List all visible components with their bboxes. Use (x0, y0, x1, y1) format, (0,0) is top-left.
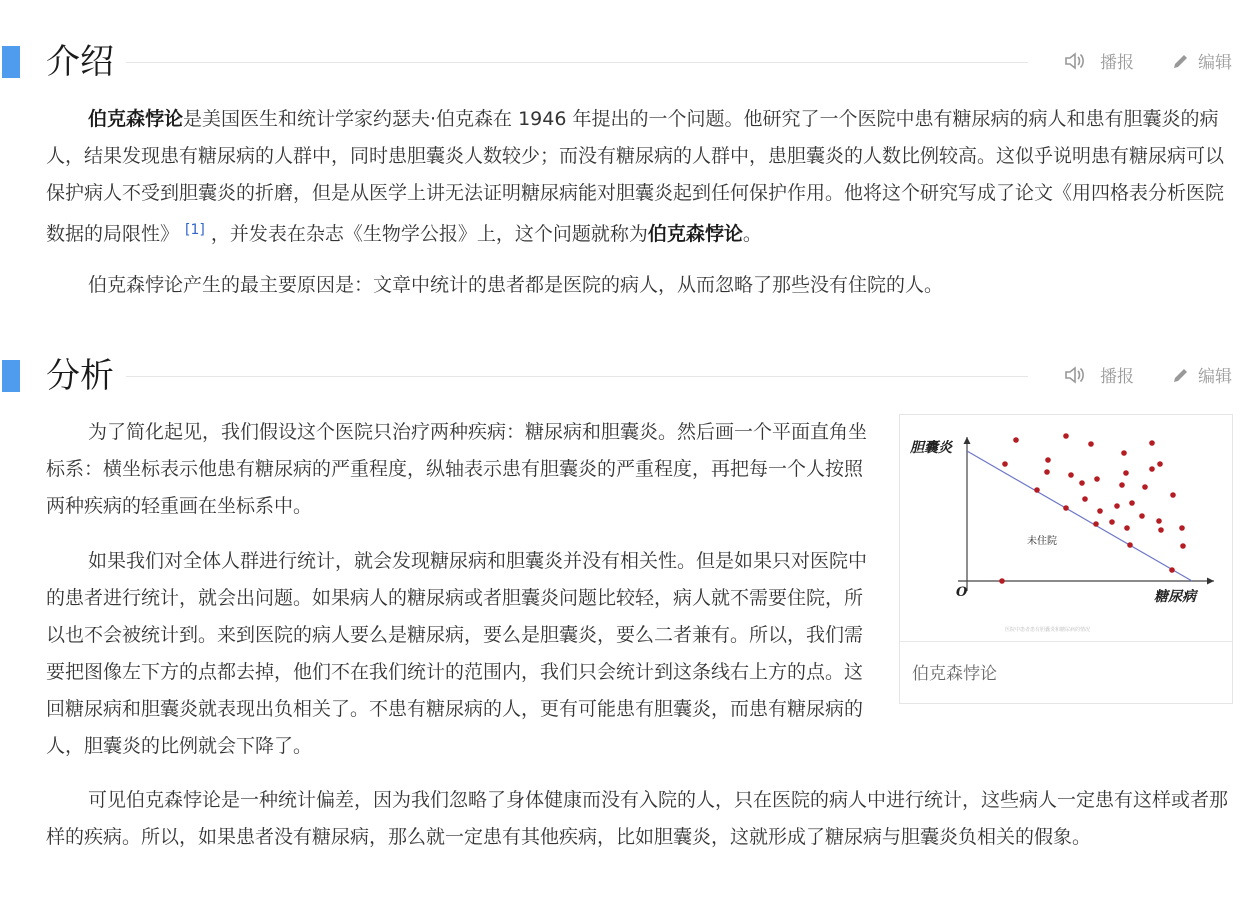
data-point (1158, 527, 1164, 533)
figure-note: 医院中患者患有胆囊炎和糖尿病的情况 (1005, 627, 1091, 633)
listen-button[interactable] (1064, 362, 1134, 387)
data-point (1002, 461, 1008, 467)
section-title-analysis: 分析 (46, 356, 114, 396)
data-point (1179, 525, 1185, 531)
reference-link[interactable]: [1] (185, 222, 205, 238)
boundary-line (967, 451, 1192, 581)
edit-label: 编辑 (1198, 367, 1232, 387)
intro-text-b: ，并发表在杂志《生物学公报》上，这个问题就称为 (210, 223, 648, 245)
intro-paragraph-2: 伯克森悖论产生的最主要原因是：文章中统计的患者都是医院的病人，从而忽略了那些没有住院的人。 (88, 274, 944, 296)
data-point (1156, 518, 1162, 524)
data-point (1094, 476, 1100, 482)
intro-paragraph-1 (46, 101, 1228, 253)
listen-button[interactable] (1064, 48, 1134, 73)
data-point (1149, 466, 1155, 472)
data-point (1127, 542, 1133, 548)
data-point (1180, 543, 1186, 549)
edit-label: 编辑 (1198, 53, 1232, 73)
section-accent-bar (2, 360, 20, 392)
data-point (999, 578, 1005, 584)
section-header-intro (0, 42, 1255, 86)
data-point (1068, 472, 1074, 478)
data-point (1093, 521, 1099, 527)
data-point (1013, 437, 1019, 443)
data-point (1149, 440, 1155, 446)
speaker-icon (1064, 51, 1086, 71)
listen-label: 播报 (1100, 53, 1134, 73)
analysis-paragraph-1: 为了简化起见，我们假设这个医院只治疗两种疾病：糖尿病和胆囊炎。然后画一个平面直角坐标系：横坐标表示他患有糖尿病的严重程度，纵轴表示患有胆囊炎的严重程度，再把每一个人按照两种疾病的轻重画在坐标系中。 (46, 421, 868, 517)
data-point (1045, 457, 1051, 463)
section-header-analysis (0, 356, 1255, 400)
pencil-icon (1172, 52, 1190, 70)
term-bold: 伯克森悖论 (647, 223, 743, 245)
data-point (1034, 487, 1040, 493)
section-title-intro: 介绍 (46, 42, 114, 82)
data-point (1114, 503, 1120, 509)
analysis-paragraph-2: 如果我们对全体人群进行统计，就会发现糖尿病和胆囊炎并没有相关性。但是如果只对医院中的患者进行统计，就会出问题。如果病人的糖尿病或者胆囊炎问题比较轻，病人就不需要住院，所以也不会被统计到。来到医院的病人要么是糖尿病，要么是胆囊炎，要么二者兼有。所以，我们需要把图像左下方的点都去掉，他们不在我们统计的范围内，我们只会统计到这条线右上方的点。这回糖尿病和胆囊炎就表现出负相关了。不患有糖尿病的人，更有可能患有胆囊炎，而患有糖尿病的人，胆囊炎的比例就会下降了。 (46, 550, 868, 757)
data-point (1109, 519, 1115, 525)
data-point (1044, 469, 1050, 475)
data-point (1063, 505, 1069, 511)
data-point (1170, 492, 1176, 498)
berkson-diagram (900, 415, 1232, 642)
speaker-icon (1064, 365, 1086, 385)
figure-card[interactable] (899, 414, 1233, 704)
section-accent-bar (2, 46, 20, 78)
data-point (1157, 461, 1163, 467)
edit-button[interactable] (1172, 362, 1232, 387)
data-point (1082, 496, 1088, 502)
term-bold: 伯克森悖论 (88, 108, 184, 130)
data-point (1119, 482, 1125, 488)
region-label: 未住院 (1027, 536, 1057, 547)
pencil-icon (1172, 366, 1190, 384)
edit-button[interactable] (1172, 48, 1232, 73)
data-point (1063, 433, 1069, 439)
data-point (1088, 441, 1094, 447)
x-axis-label: 糖尿病 (1154, 589, 1196, 605)
data-point (1123, 470, 1129, 476)
y-axis-label: 胆囊炎 (910, 440, 952, 456)
data-point (1139, 513, 1145, 519)
analysis-paragraph-3: 可见伯克森悖论是一种统计偏差，因为我们忽略了身体健康而没有入院的人，只在医院的病人中进行统计，这些病人一定患有这样或者那样的疾病。所以，如果患者没有糖尿病，那么就一定患有其他疾病，比如胆囊炎，这就形成了糖尿病与胆囊炎负相关的假象。 (46, 789, 1229, 848)
data-point (1097, 508, 1103, 514)
data-point (1079, 480, 1085, 486)
section-divider (126, 376, 1028, 377)
intro-text-a: 是美国医生和统计学家约瑟夫·伯克森在 1946 年提出的一个问题。他研究了一个医院中患有糖尿病的病人和患有胆囊炎的病人，结果发现患有糖尿病的人群中，同时患胆囊炎人数较少；而没有糖尿病的人群中，患胆囊炎的人数比例较高。这似乎说明患有糖尿病可以保护病人不受到胆囊炎的折磨，但是从医学上讲无法证明糖尿病能对胆囊炎起到任何保护作用。他将这个研究写成了论文《用四格表分析医院数据的局限性》 (46, 108, 1225, 245)
origin-label: O (956, 585, 968, 600)
data-point (1142, 484, 1148, 490)
data-point (1129, 500, 1135, 506)
data-point (1124, 525, 1130, 531)
section-divider (126, 62, 1028, 63)
data-point (1121, 450, 1127, 456)
intro-text-end: 。 (742, 223, 762, 245)
figure-caption: 伯克森悖论 (912, 664, 997, 684)
data-point (1169, 567, 1175, 573)
listen-label: 播报 (1100, 367, 1134, 387)
